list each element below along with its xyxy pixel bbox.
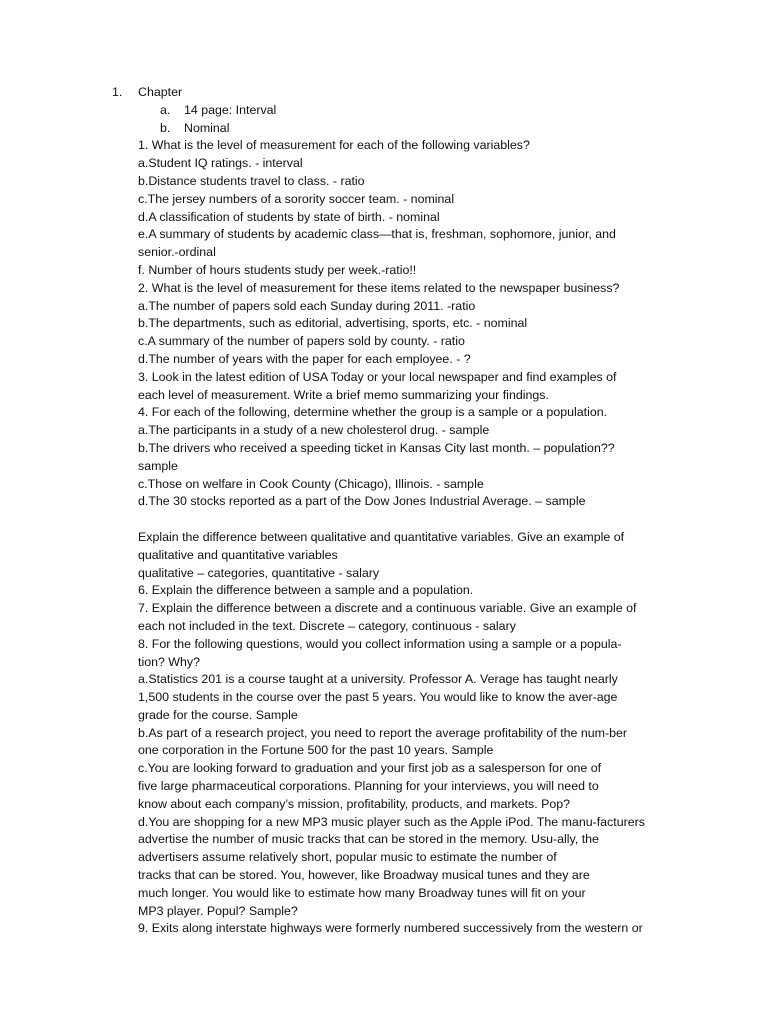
text-line: 1. What is the level of measurement for each of the following variables? bbox=[138, 138, 530, 153]
text-line: qualitative – categories, quantitative - salary bbox=[138, 565, 380, 580]
text-line: much longer. You would like to estimate how many Broadway tunes will fit on your bbox=[138, 885, 586, 900]
text-line: d.The 30 stocks reported as a part of the Dow Jones Industrial Average. – sample bbox=[138, 494, 586, 509]
text-line: c.The jersey numbers of a sorority soccer team. - nominal bbox=[138, 191, 455, 206]
text-line: 1,500 students in the course over the past 5 years. You would like to know the aver-age bbox=[138, 690, 618, 705]
list-title: Chapter bbox=[138, 85, 183, 99]
text-line: advertise the number of music tracks that can be stored in the memory. Usu-ally, the bbox=[138, 832, 599, 847]
text-line: each level of measurement. Write a brief memo summarizing your findings. bbox=[138, 387, 549, 402]
document-lines bbox=[0, 137, 768, 938]
sublist-text: 14 page: Interval bbox=[184, 102, 277, 117]
text-line: 4. For each of the following, determine whether the group is a sample or a population. bbox=[138, 405, 608, 420]
text-line: 2. What is the level of measurement for these items related to the newspaper business? bbox=[138, 280, 620, 295]
text-line: c.Those on welfare in Cook County (Chicago), Illinois. - sample bbox=[138, 476, 484, 491]
text-line: b.The departments, such as editorial, advertising, sports, etc. - nominal bbox=[138, 316, 528, 331]
text-line: 8. For the following questions, would you collect information using a sample or a popula- bbox=[138, 636, 622, 651]
sublist-item bbox=[0, 102, 768, 120]
text-line: c.A summary of the number of papers sold by county. - ratio bbox=[138, 334, 465, 349]
text-line: each not included in the text. Discrete – category, continuous - salary bbox=[138, 618, 516, 633]
text-line: f. Number of hours students study per week.-ratio!! bbox=[138, 262, 417, 277]
text-line: tion? Why? bbox=[138, 654, 200, 669]
text-line: d.You are shopping for a new MP3 music player such as the Apple iPod. The manu-facturers bbox=[138, 814, 645, 829]
sublist-letter: a. bbox=[160, 102, 171, 117]
text-line: qualitative and quantitative variables bbox=[138, 547, 338, 562]
list-number: 1. bbox=[112, 85, 123, 99]
text-line: d.The number of years with the paper for each employee. - ? bbox=[138, 351, 471, 366]
text-line: 7. Explain the difference between a discrete and a continuous variable. Give an example of bbox=[138, 601, 637, 616]
text-line: 9. Exits along interstate highways were formerly numbered successively from the western or bbox=[138, 921, 643, 936]
text-line: b.The drivers who received a speeding ticket in Kansas City last month. – population?? bbox=[138, 440, 615, 455]
text-line: senior.-ordinal bbox=[138, 245, 216, 260]
text-line: a.Student IQ ratings. - interval bbox=[138, 156, 303, 171]
text-line: Explain the difference between qualitative and quantitative variables. Give an example of bbox=[138, 529, 625, 544]
text-line: MP3 player. Popul? Sample? bbox=[138, 903, 298, 918]
text-line: sample bbox=[138, 458, 178, 473]
text-line: five large pharmaceutical corporations. Planning for your interviews, you will need to bbox=[138, 779, 599, 794]
text-line: advertisers assume relatively short, popular music to estimate the number of bbox=[138, 850, 557, 865]
text-line: e.A summary of students by academic class—that is, freshman, sophomore, junior, and bbox=[138, 227, 616, 242]
sublist-text: Nominal bbox=[184, 120, 230, 135]
list-item-chapter bbox=[0, 84, 768, 102]
blank-line bbox=[0, 511, 768, 529]
text-line: b.Distance students travel to class. - ratio bbox=[138, 173, 365, 188]
text-line: one corporation in the Fortune 500 for the past 10 years. Sample bbox=[138, 743, 494, 758]
text-line: 3. Look in the latest edition of USA Today or your local newspaper and find examples of bbox=[138, 369, 617, 384]
text-line: a.Statistics 201 is a course taught at a university. Professor A. Verage has taught nearly bbox=[138, 672, 618, 687]
text-line: grade for the course. Sample bbox=[138, 707, 298, 722]
text-line: b.As part of a research project, you need to report the average profitability of the num-ber bbox=[138, 725, 628, 740]
text-line: a.The number of papers sold each Sunday during 2011. -ratio bbox=[138, 298, 476, 313]
document-body bbox=[0, 84, 768, 938]
sublist-letter: b. bbox=[160, 120, 171, 135]
text-line: a.The participants in a study of a new cholesterol drug. - sample bbox=[138, 423, 490, 438]
sublist-item bbox=[0, 120, 768, 138]
text-line: c.You are looking forward to graduation and your first job as a salesperson for one of bbox=[138, 761, 602, 776]
text-line: d.A classification of students by state of birth. - nominal bbox=[138, 209, 440, 224]
text-line: 6. Explain the difference between a sample and a population. bbox=[138, 583, 474, 598]
text-line: know about each company’s mission, profitability, products, and markets. Pop? bbox=[138, 796, 571, 811]
text-line: tracks that can be stored. You, however, like Broadway musical tunes and they are bbox=[138, 868, 590, 883]
